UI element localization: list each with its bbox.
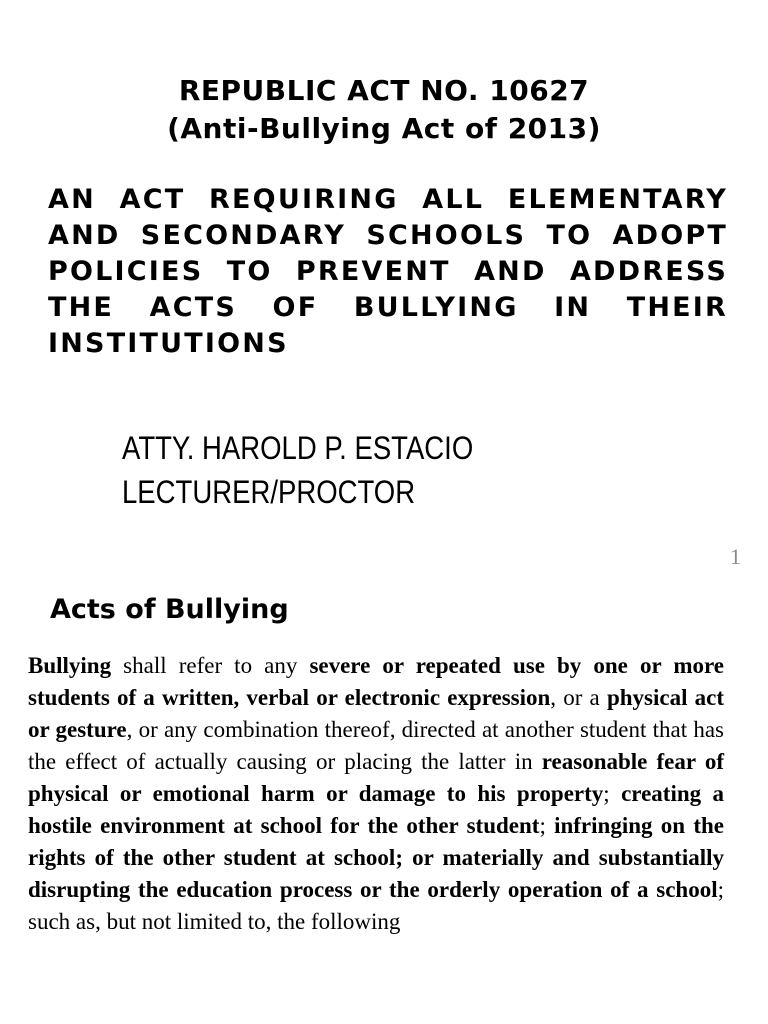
title-line-act-number: REPUBLIC ACT NO. 10627 (178, 74, 590, 107)
definition-emphasis: infringing on the rights of the other student at school; or materially and substantially disrupting the education process or the orderly operation of a school (28, 813, 724, 902)
definition-text: ; such as, but not limited to, the following (28, 877, 724, 934)
bullying-definition-paragraph (28, 650, 724, 938)
definition-text: shall refer to any (111, 653, 310, 678)
author-role: LECTURER/PROCTOR (122, 474, 416, 510)
act-full-title: AN ACT REQUIRING ALL ELEMENTARY AND SECONDARY SCHOOLS TO ADOPT POLICIES TO PREVENT AND ADDRESS THE ACTS OF BULLYING IN THEIR INSTITUTIONS (48, 184, 728, 359)
definition-emphasis: reasonable fear of physical or emotional harm or damage to his property (28, 749, 724, 806)
slide-number: 1 (730, 544, 741, 569)
page-title (0, 72, 768, 148)
definition-text: ; (603, 781, 622, 806)
definition-emphasis: creating a hostile environment at school for the other student (28, 781, 725, 838)
definition-emphasis: severe or repeated use by one or more students of a written, verbal or electronic expression (28, 653, 724, 710)
section-heading: Acts of Bullying (50, 594, 289, 625)
title-line-short-title: (Anti-Bullying Act of 2013) (167, 112, 601, 145)
author-name: ATTY. HAROLD P. ESTACIO (122, 430, 474, 466)
author-block (122, 426, 473, 514)
definition-text: , or a (550, 685, 607, 710)
definition-emphasis: Bullying (28, 653, 112, 678)
definition-text: , or any combination thereof, directed at another student that has the effect of actually causing or placing the latter in (28, 717, 724, 774)
definition-text: ; (539, 813, 555, 838)
definition-emphasis: physical act or gesture (28, 685, 725, 742)
